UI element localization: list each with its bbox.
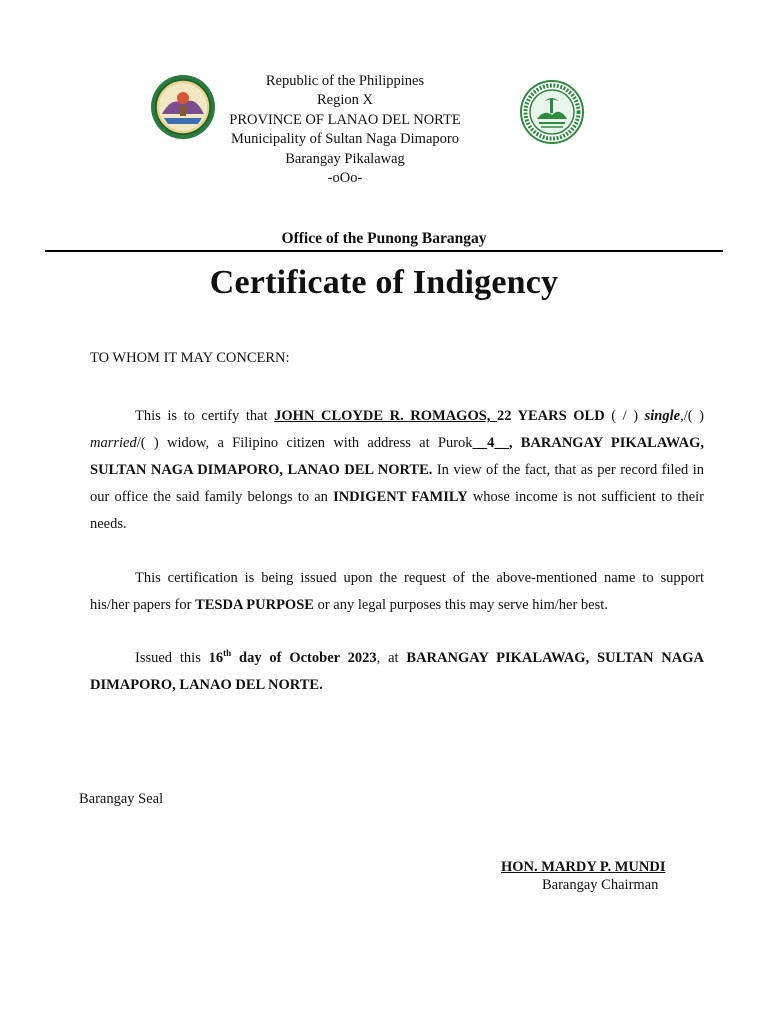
status-checkbox-married: ,/( ) [680, 408, 704, 424]
signatory-name: HON. MARDY P. MUNDI [501, 859, 666, 875]
p2-end: or any legal purposes this may serve him/her best. [313, 597, 608, 613]
header-municipality: Municipality of Sultan Naga Dimaporo [231, 131, 459, 148]
p1-intro: This is to certify that [135, 408, 275, 424]
header-region: Region X [317, 92, 373, 109]
purpose-paragraph [90, 565, 704, 619]
signatory-title: Barangay Chairman [542, 877, 659, 893]
certificate-title: Certificate of Indigency [209, 264, 559, 301]
certification-paragraph [90, 403, 704, 538]
p3-mid: , at [376, 650, 407, 666]
purpose-label: TESDA PURPOSE [195, 597, 314, 613]
status-checkbox-single: ( / ) [604, 408, 645, 424]
issue-day-suffix: th [223, 648, 232, 659]
issue-day: 16 [208, 650, 224, 666]
status-widow-and-address-intro: /( ) widow, a Filipino citizen with address at Purok [136, 435, 473, 451]
p1-record-text: In view of the fact, that as per record filed in our office the said family belongs to an [90, 462, 704, 505]
header-ornament: -oOo- [327, 170, 363, 187]
header-country: Republic of the Philippines [265, 73, 425, 89]
issue-place: BARANGAY PIKALAWAG, SULTAN NAGA DIMAPORO, LANAO DEL NORTE. [90, 650, 704, 693]
applicant-address: BARANGAY PIKALAWAG, SULTAN NAGA DIMAPORO, LANAO DEL NORTE. [90, 435, 704, 478]
p3-start: Issued this [135, 650, 209, 666]
office-title: Office of the Punong Barangay [281, 230, 487, 247]
issue-date-rest: day of October 2023 [231, 650, 377, 666]
applicant-name: JOHN CLOYDE R. ROMAGOS, [274, 408, 497, 424]
header-divider [45, 250, 723, 252]
barangay-seal-label: Barangay Seal [79, 791, 164, 807]
p1-end: whose income is not sufficient to their needs. [90, 489, 704, 532]
status-married-label: married [90, 435, 137, 451]
header-province: PROVINCE OF LANAO DEL NORTE [229, 111, 461, 128]
header-barangay: Barangay Pikalawag [285, 150, 405, 167]
applicant-age: 22 YEARS OLD [497, 408, 605, 424]
p2-start: This certification is being issued upon the request of the above-mentioned name to support his/her papers for [90, 570, 704, 613]
sultan-naga-dimaporo-seal-icon [519, 79, 585, 145]
issuance-paragraph [90, 645, 704, 699]
letterhead [190, 72, 500, 188]
purok-number: __4__, [472, 435, 513, 451]
salutation: TO WHOM IT MAY CONCERN: [90, 350, 290, 366]
indigent-family-label: INDIGENT FAMILY [333, 489, 468, 505]
status-single-label: single [644, 408, 681, 424]
